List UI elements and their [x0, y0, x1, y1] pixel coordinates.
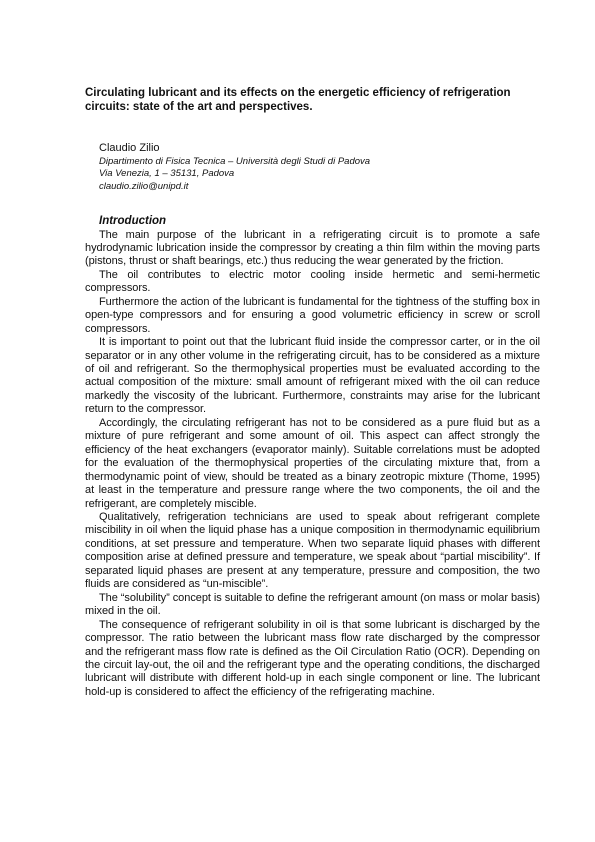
paragraph: The main purpose of the lubricant in a refrigerating circuit is to promote a safe hydrodynamic lubrication inside the compressor by creating a thin film within the moving parts (pistons, thrust or shaft bearings, etc.) thus reducing the wear generated by the friction.: [85, 228, 540, 268]
section-introduction: [85, 215, 540, 699]
paragraph: It is important to point out that the lubricant fluid inside the compressor carter, or in the oil separator or in any other volume in the refrigerating circuit, has to be considered as a mixture of oil and refrigerant. So the thermophysical properties must be evaluated according to the actual composition of the mixture: small amount of refrigerant mixed with the oil can reduce markedly the viscosity of the lubricant. Furthermore, constraints may arise for the lubricant return to the compressor.: [85, 336, 540, 416]
paper-title: Circulating lubricant and its effects on the energetic efficiency of refrigeration circuits: state of the art and perspectives.: [85, 87, 511, 113]
paragraph: The consequence of refrigerant solubility in oil is that some lubricant is discharged by the compressor. The ratio between the lubricant mass flow rate discharged by the compressor and the refrigerant mass flow rate is defined as the Oil Circulation Ratio (OCR). Depending on the circuit lay-out, the oil and the refrigerant type and the operating conditions, the discharged lubricant will distribute with different hold-up in each single component or line. The lubricant hold-up is considered to affect the efficiency of the refrigerating machine.: [85, 618, 540, 698]
paragraph: The oil contributes to electric motor cooling inside hermetic and semi-hermetic compressors.: [85, 268, 540, 295]
author-email: claudio.zilio@unipd.it: [99, 180, 189, 192]
paragraph: The “solubility” concept is suitable to define the refrigerant amount (on mass or molar basis) mixed in the oil.: [85, 591, 541, 618]
author-name: Claudio Zilio: [99, 142, 160, 154]
paragraph: Accordingly, the circulating refrigerant has not to be considered as a pure fluid but as a mixture of pure refrigerant and some amount of oil. This aspect can affect strongly the efficiency of the heat exchangers (evaporator mainly). Suitable correlations must be adopted for the evaluation of the thermophysical properties of the circulating mixture that, from a thermodynamic point of view, should be treated as a binary zeotropic mixture (Thome, 1995) at least in the temperature and pressure range where the two components, the oil and the refrigerant, are completely miscible.: [85, 416, 540, 510]
section-heading: Introduction: [99, 215, 167, 227]
author-department: Dipartimento di Fisica Tecnica – Università degli Studi di Padova: [99, 156, 371, 167]
author-block: [99, 141, 519, 193]
paragraph: Qualitatively, refrigeration technicians are used to speak about refrigerant complete miscibility in oil when the liquid phase has a unique composition in thermodynamic equilibrium conditions, at set pressure and temperature. When two separate liquid phases with different composition arise at defined pressure and temperature, we speak about “partial miscibility”. If separated liquid phases are present at any temperature, pressure and composition, the two fluids are considered as “un-miscible”.: [85, 511, 540, 591]
paragraph: Furthermore the action of the lubricant is fundamental for the tightness of the stuffing box in open-type compressors and for ensuring a good volumetric efficiency in screw or scroll compressors.: [85, 295, 540, 335]
author-address: Via Venezia, 1 – 35131, Padova: [99, 168, 235, 180]
